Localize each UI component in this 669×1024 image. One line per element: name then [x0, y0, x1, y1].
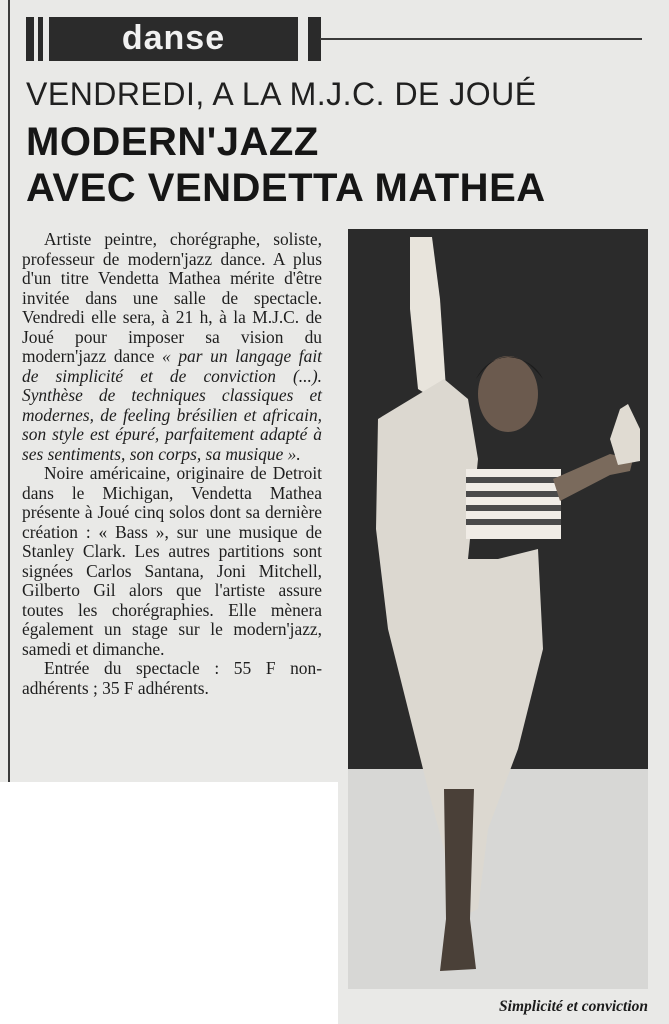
- dancer-figure: [348, 229, 648, 989]
- kicker-line: VENDREDI, A LA M.J.C. DE JOUÉ: [26, 76, 537, 112]
- dancer-photo: [348, 229, 648, 989]
- photo-caption: Simplicité et conviction: [499, 998, 648, 1015]
- article-paragraph-2: Noire américaine, originaire de Detroit dans le Michigan, Vendetta Mathea présente à Joué cinq solos dont sa dernière création : « Bass », sur une musique de Stanley Clark. Les autres partitions sont signées Carlos Santana, Joni Mitchell, Gilberto Gil alors que l'artiste assure toutes les chorégraphies. Elle mènera également un stage sur le modern'jazz, samedi et dimanche.: [22, 463, 322, 659]
- article-body: [22, 230, 322, 698]
- paragraph-1-text: Artiste peintre, chorégraphe, soliste, professeur de modern'jazz dance. A plus d'un titre Vendetta Mathea mérite d'être invitée dans une salle de spectacle. Vendredi elle sera, à 21 h, à la M.J.C. de Joué pour imposer sa vision du modern'jazz dance: [22, 229, 322, 366]
- paragraph-1-quote: « par un langage fait de simplicité et de conviction (...). Synthèse de techniques classiques et modernes, de feeling brésilien et africain, son style est épuré, parfaitement adapté à ses sentiments, son corps, sa musique ».: [22, 346, 322, 464]
- rubric-bar-left: [26, 17, 34, 61]
- rubric-bar-left-thin: [38, 17, 43, 61]
- left-column-rule: [8, 0, 10, 782]
- rubric-label: danse: [49, 17, 298, 61]
- article-paragraph-1: [22, 230, 322, 464]
- blank-area: [0, 782, 338, 1024]
- striped-top: [466, 469, 561, 539]
- headline-line-2: AVEC VENDETTA MATHEA: [26, 166, 546, 210]
- rubric-rule: [320, 38, 642, 40]
- article-paragraph-3: Entrée du spectacle : 55 F non-adhérents ; 35 F adhérents.: [22, 658, 322, 698]
- section-rubric: [26, 15, 321, 62]
- headline-line-1: MODERN'JAZZ: [26, 120, 319, 164]
